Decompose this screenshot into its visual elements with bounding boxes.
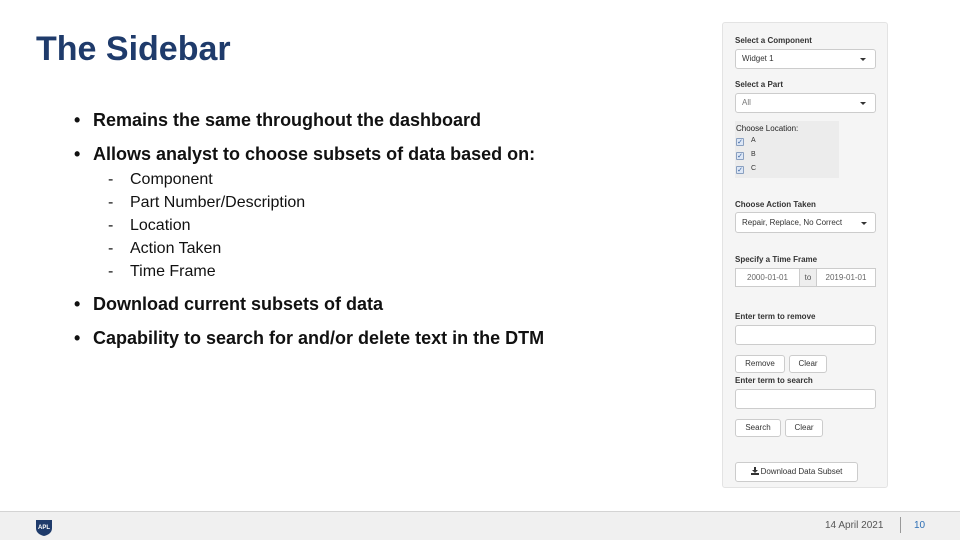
part-select-value: All: [742, 98, 751, 107]
footer-divider: [900, 517, 901, 533]
start-date-input[interactable]: 2000-01-01: [735, 268, 800, 287]
sub-item: - Component: [108, 171, 213, 188]
caret-down-icon: [860, 102, 866, 105]
component-label: Select a Component: [735, 36, 812, 45]
slide-title: The Sidebar: [36, 30, 231, 68]
action-select[interactable]: [735, 212, 876, 233]
action-select-value: Repair, Replace, No Correct: [742, 218, 843, 227]
search-term-label: Enter term to search: [735, 376, 813, 385]
checkbox-checked-icon[interactable]: ✓: [737, 167, 743, 174]
end-date-input[interactable]: 2019-01-01: [816, 268, 876, 287]
bullet-item: • Allows analyst to choose subsets of data based on:: [74, 144, 536, 164]
part-select[interactable]: [735, 93, 876, 113]
page-number: 10: [914, 520, 926, 531]
bullet-item: • Capability to search for and/or delete text in the DTM: [74, 328, 545, 348]
search-term-input[interactable]: [735, 389, 876, 409]
sub-item: - Action Taken: [108, 240, 222, 257]
caret-down-icon: [861, 222, 867, 225]
timeframe-label: Specify a Time Frame: [735, 255, 818, 264]
sub-item: - Location: [108, 217, 191, 234]
slide-footer: [0, 511, 960, 540]
apl-logo-icon: [34, 517, 54, 537]
date-range: [735, 268, 876, 287]
search-clear-button[interactable]: Clear: [785, 419, 823, 437]
sidebar-panel: [722, 22, 888, 488]
download-button-label: Download Data Subset: [760, 467, 843, 476]
action-label: Choose Action Taken: [735, 200, 816, 209]
location-label: Choose Location:: [736, 124, 799, 133]
bullet-item: • Download current subsets of data: [74, 294, 384, 314]
remove-clear-button[interactable]: Clear: [789, 355, 827, 373]
remove-term-label: Enter term to remove: [735, 312, 816, 321]
date-range-separator: to: [800, 268, 816, 287]
component-select-value: Widget 1: [742, 54, 774, 63]
svg-text:APL: APL: [38, 525, 50, 531]
sub-item: - Time Frame: [108, 263, 216, 280]
search-button[interactable]: Search: [735, 419, 781, 437]
checkbox-checked-icon[interactable]: ✓: [737, 153, 743, 160]
download-data-button[interactable]: [735, 462, 858, 482]
caret-down-icon: [860, 58, 866, 61]
part-label: Select a Part: [735, 80, 784, 89]
sub-item: - Part Number/Description: [108, 194, 306, 211]
location-checkbox-group: Choose Location: ✓ A ✓ B ✓ C: [735, 121, 839, 178]
checkbox-checked-icon[interactable]: ✓: [737, 139, 743, 146]
bullet-item: • Remains the same throughout the dashboard: [74, 110, 482, 130]
component-select[interactable]: [735, 49, 876, 69]
remove-term-input[interactable]: [735, 325, 876, 345]
remove-button[interactable]: Remove: [735, 355, 785, 373]
download-icon: [751, 467, 759, 475]
footer-date: 14 April 2021: [825, 520, 884, 531]
